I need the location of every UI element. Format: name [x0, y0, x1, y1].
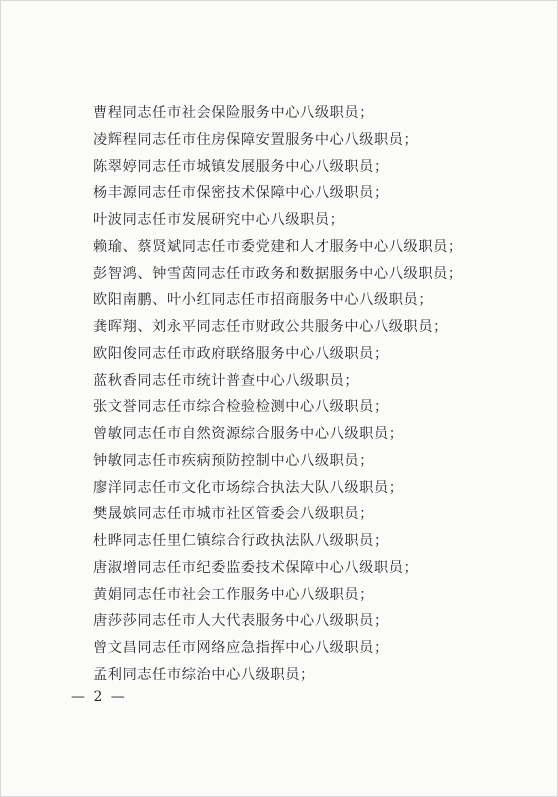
appointment-list — [93, 100, 513, 689]
appointment-line: 赖瑜、蔡贤斌同志任市委党建和人才服务中心八级职员； — [93, 238, 463, 255]
appointment-line: 唐淑增同志任市纪委监委技术保障中心八级职员； — [93, 559, 419, 576]
appointment-line: 凌辉程同志任市住房保障安置服务中心八级职员； — [93, 131, 419, 148]
appointment-line: 黄娟同志任市社会工作服务中心八级职员； — [93, 586, 374, 603]
appointment-line: 孟利同志任市综治中心八级职员； — [93, 666, 315, 683]
appointment-line: 樊晟嫔同志任市城市社区管委会八级职员； — [93, 506, 374, 523]
appointment-line: 陈翠婷同志任市城镇发展服务中心八级职员； — [93, 158, 389, 175]
appointment-line: 曾敏同志任市自然资源综合服务中心八级职员； — [93, 426, 404, 442]
appointment-line: 张文誉同志任市综合检验检测中心八级职员； — [93, 399, 389, 416]
appointment-line: 杜晔同志任里仁镇综合行政执法队八级职员； — [93, 533, 389, 549]
page-number: — 2 — — [71, 689, 127, 705]
appointment-line: 曾文昌同志任市网络应急指挥中心八级职员； — [93, 640, 389, 656]
appointment-line: 龚晖翔、刘永平同志任市财政公共服务中心八级职员； — [93, 319, 448, 335]
appointment-line: 唐莎莎同志任市人大代表服务中心八级职员； — [93, 613, 389, 630]
appointment-line: 欧阳南鹏、叶小红同志任市招商服务中心八级职员； — [93, 292, 434, 309]
appointment-line: 叶波同志任市发展研究中心八级职员； — [93, 212, 345, 228]
appointment-line: 彭智鸿、钟雪茵同志任市政务和数据服务中心八级职员； — [93, 265, 463, 282]
appointment-line: 曹程同志任市社会保险服务中心八级职员； — [93, 105, 374, 121]
appointment-line: 蓝秋香同志任市统计普查中心八级职员； — [93, 372, 360, 389]
appointment-line: 欧阳俊同志任市政府联络服务中心八级职员； — [93, 345, 389, 362]
appointment-line: 杨丰源同志任市保密技术保障中心八级职员； — [93, 185, 389, 202]
appointment-line: 廖洋同志任市文化市场综合执法大队八级职员； — [93, 479, 404, 496]
appointment-line: 钟敏同志任市疾病预防控制中心八级职员； — [93, 452, 374, 469]
